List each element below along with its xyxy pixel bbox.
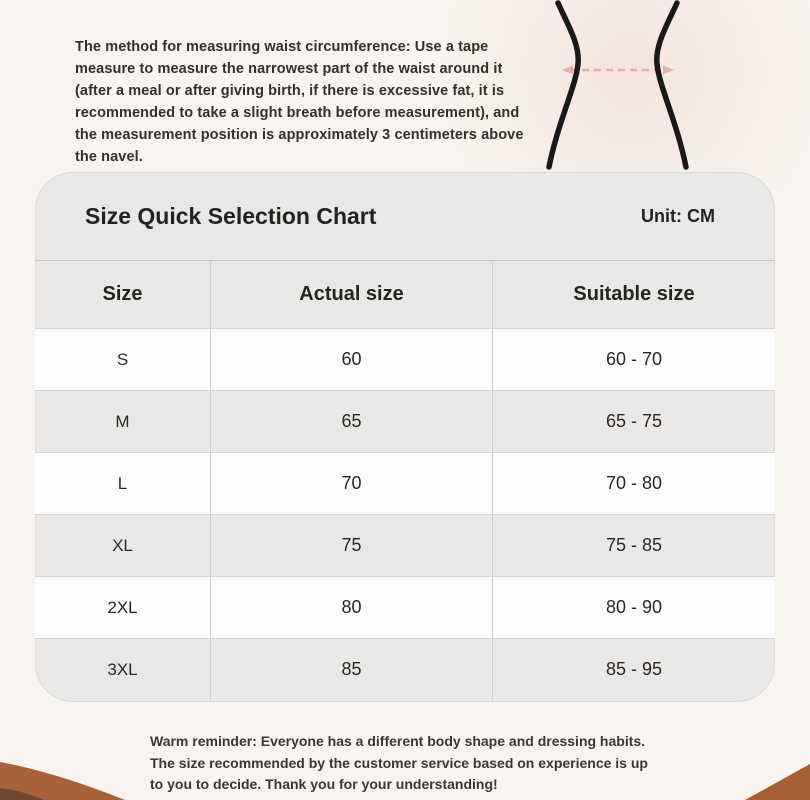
- size-chart-title: Size Quick Selection Chart: [85, 202, 377, 229]
- actual-size-value: 60: [210, 328, 492, 390]
- size-chart-header: [35, 172, 775, 260]
- column-header-size: Size: [35, 260, 210, 328]
- warm-reminder-text: Warm reminder: Everyone has a different body shape and dressing habits. The size recommended by the customer service based on experience is up to you to decide. Thank you for your understanding!: [150, 733, 648, 792]
- actual-size-value: 80: [210, 576, 492, 638]
- size-table: [35, 260, 775, 700]
- waist-measure-arrow-right: [663, 66, 674, 75]
- actual-size-value: 65: [210, 390, 492, 452]
- actual-size-value: 70: [210, 452, 492, 514]
- table-row-l: [35, 452, 775, 514]
- size-value: 2XL: [35, 576, 210, 638]
- column-header-suitable-size: Suitable size: [492, 260, 775, 328]
- size-value: S: [35, 328, 210, 390]
- waist-silhouette-graphic: [520, 0, 710, 170]
- unit-label: Unit: CM: [641, 205, 715, 226]
- table-row-xl: [35, 514, 775, 576]
- body-outline-right-curve: [657, 3, 686, 167]
- size-value: XL: [35, 514, 210, 576]
- table-row-m: [35, 390, 775, 452]
- table-row-3xl: [35, 638, 775, 700]
- body-outline-left-curve: [549, 3, 578, 167]
- suitable-size-value: 65 - 75: [492, 390, 775, 452]
- size-value: M: [35, 390, 210, 452]
- waist-measure-arrow-left: [562, 66, 573, 75]
- column-header-actual-size: Actual size: [210, 260, 492, 328]
- suitable-size-value: 70 - 80: [492, 452, 775, 514]
- corner-bottom-right: [745, 764, 810, 800]
- suitable-size-value: 85 - 95: [492, 638, 775, 700]
- suitable-size-value: 80 - 90: [492, 576, 775, 638]
- size-value: 3XL: [35, 638, 210, 700]
- measuring-instructions-text: The method for measuring waist circumference: Use a tape measure to measure the narrowest part of the waist around it (after a meal or after giving birth, if there is excessive fat, it is recommended to take a slight breath before measurement), and the measurement position is approximately 3 centimeters above the navel.: [75, 39, 524, 165]
- suitable-size-value: 75 - 85: [492, 514, 775, 576]
- actual-size-value: 85: [210, 638, 492, 700]
- size-table-header-row: [35, 260, 775, 328]
- suitable-size-value: 60 - 70: [492, 328, 775, 390]
- size-value: L: [35, 452, 210, 514]
- table-row-s: [35, 328, 775, 390]
- corner-bottom-left-light: [0, 762, 125, 800]
- table-row-2xl: [35, 576, 775, 638]
- size-chart-panel: [35, 172, 775, 702]
- corner-bottom-left-dark: [0, 788, 44, 800]
- actual-size-value: 75: [210, 514, 492, 576]
